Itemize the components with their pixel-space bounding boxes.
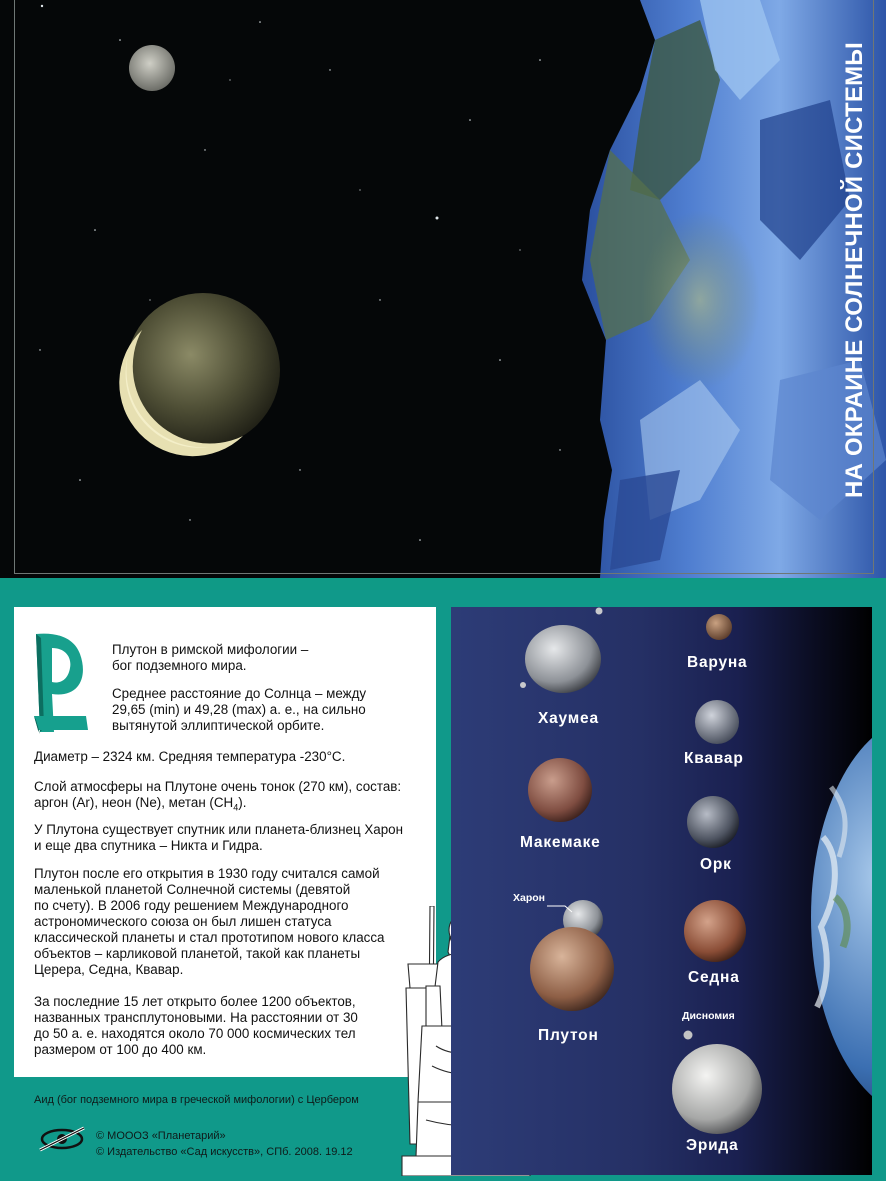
paragraph-atmosphere (34, 779, 401, 816)
dwarf-planets-panel (451, 607, 872, 1175)
haumea-planet (525, 625, 601, 693)
text-line: Церера, Седна, Квавар. (34, 962, 184, 977)
text-line: классической планеты и стал прототипом нового класса (34, 930, 385, 945)
dwarf-planets-art (451, 607, 872, 1175)
label-varuna: Варуна (687, 654, 748, 671)
label-dysnomia: Дисномия (682, 1010, 735, 1022)
stars (39, 5, 560, 541)
text-line: вытянутой эллиптической орбите. (112, 718, 325, 733)
paragraph-mythology (112, 642, 308, 674)
credit-line: © МОООЗ «Планетарий» (96, 1130, 226, 1142)
label-quaoar: Квавар (684, 750, 744, 767)
figure-caption: Аид (бог подземного мира в греческой мифологии) с Цербером (34, 1094, 359, 1106)
text-line: бог подземного мира. (112, 658, 247, 673)
text-line: и еще два спутника – Никта и Гидра. (34, 838, 263, 853)
credit-line: © Издательство «Сад искусств», СПб. 2008. 19.12 (96, 1146, 353, 1158)
credits (96, 1128, 353, 1160)
text-line: За последние 15 лет открыто более 1200 объектов, (34, 994, 356, 1009)
paragraph-satellites (34, 822, 403, 854)
text-line: Диаметр – 2324 км. Средняя температура -230°С. (34, 749, 346, 764)
space-illustration (0, 0, 886, 578)
text-line: Плутон в римской мифологии – (112, 642, 309, 657)
text-line: Среднее расстояние до Солнца – между (112, 686, 367, 701)
quaoar-planet (695, 700, 739, 744)
label-orcus: Орк (700, 856, 732, 873)
paragraph-diameter (34, 749, 345, 765)
text-line: названных транcплутоновыми. На расстоянии от 30 (34, 1010, 358, 1025)
paragraph-tno (34, 994, 358, 1058)
planetarium-logo-icon (38, 1124, 86, 1154)
label-eris: Эрида (686, 1137, 739, 1154)
label-sedna: Седна (688, 969, 740, 986)
haumea-moon (520, 682, 526, 688)
text-line: астрономического союза он был лишен статуса (34, 914, 332, 929)
haumea-moon (596, 608, 603, 615)
dysnomia-moon (684, 1031, 693, 1040)
large-moon (119, 293, 280, 456)
text-line: аргон (Ar), неон (Ne), метан (CH (34, 795, 234, 810)
small-moon (129, 45, 175, 91)
text-line: до 50 а. е. находятся около 70 000 космических тел (34, 1026, 356, 1041)
page-title: НА ОКРАИНЕ СОЛНЕЧНОЙ СИСТЕМЫ (841, 42, 868, 498)
sedna-planet (684, 900, 746, 962)
text-line: размером от 100 до 400 км. (34, 1042, 207, 1057)
earth-planet (811, 717, 872, 1117)
paragraph-history (34, 866, 385, 978)
label-pluto: Плутон (538, 1027, 599, 1044)
varuna-planet (706, 614, 732, 640)
label-charon: Харон (513, 892, 546, 904)
text-line: Плутон после его открытия в 1930 году считался самой (34, 866, 380, 881)
text-line: У Плутона существует спутник или планета-близнец Харон (34, 822, 404, 837)
makemake-planet (528, 758, 592, 822)
text-line: Слой атмосферы на Плутоне очень тонок (270 км), состав: (34, 779, 402, 794)
text-line: 29,65 (min) и 49,28 (max) а. е., на сильно (112, 702, 366, 717)
orcus-planet (687, 796, 739, 848)
text-line: ). (238, 795, 247, 810)
text-line: по счету). В 2006 году решением Международного (34, 898, 349, 913)
pluto-symbol-icon (30, 628, 90, 738)
eris-planet (672, 1044, 762, 1134)
space-scene-art (0, 0, 886, 578)
label-haumea: Хаумеа (538, 710, 599, 727)
paragraph-distance (112, 686, 366, 734)
label-makemake: Макемаке (520, 834, 601, 851)
text-line: объектов – карликовой планетой, такой как планеты (34, 946, 361, 961)
subscript: 4 (233, 802, 239, 813)
pluto-planet (530, 927, 614, 1011)
text-line: маленькой планетой Солнечной системы (девятой (34, 882, 351, 897)
